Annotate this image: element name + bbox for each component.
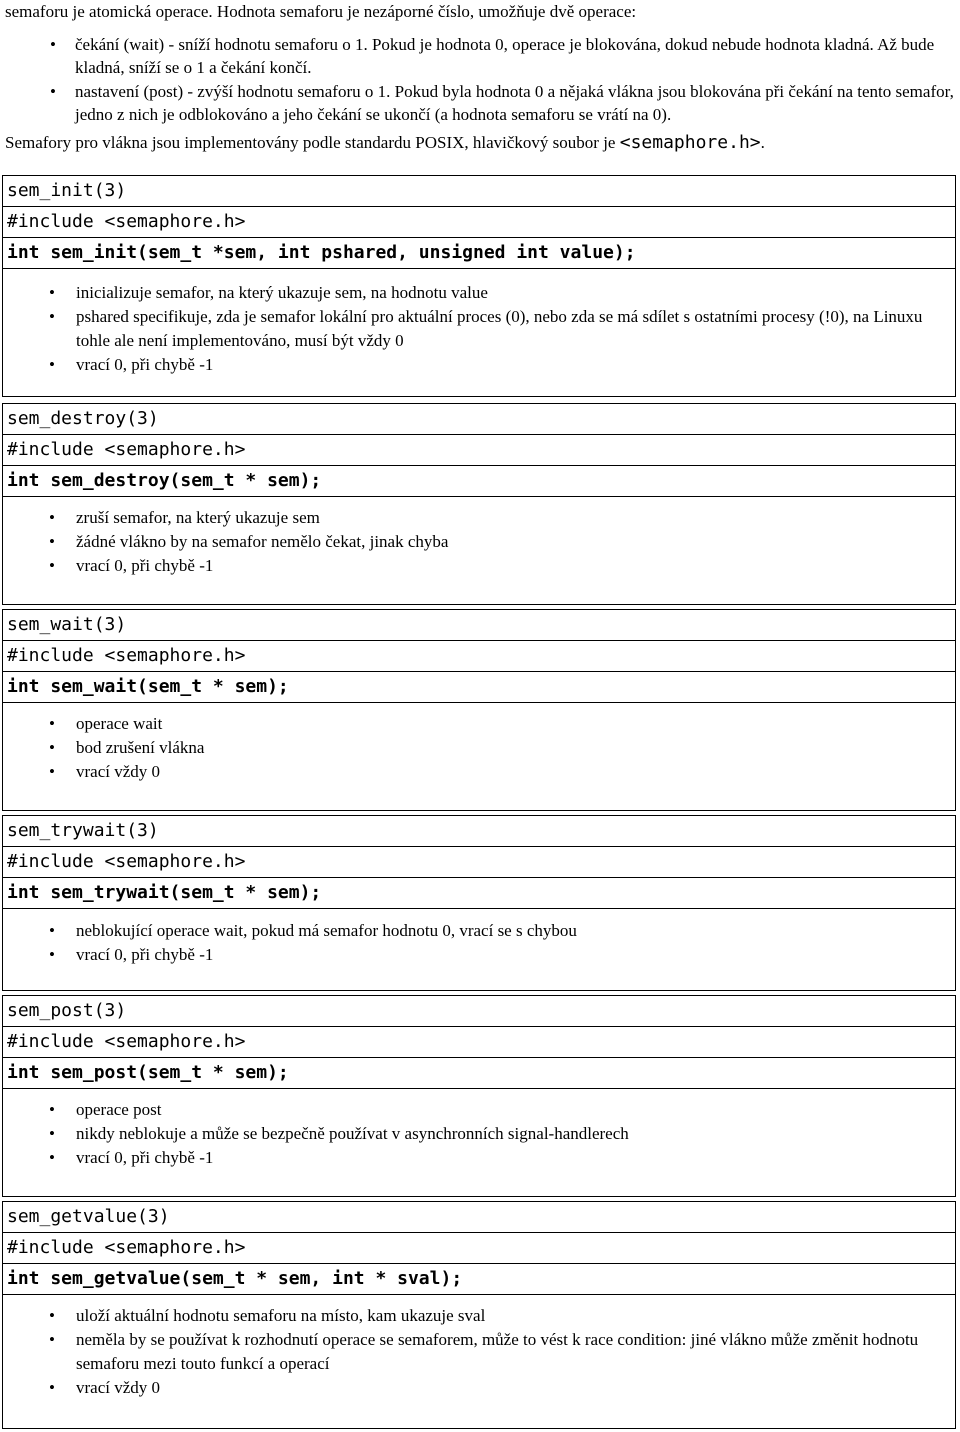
header-file: <semaphore.h> bbox=[619, 131, 761, 153]
function-name: sem_destroy(3) bbox=[3, 404, 955, 435]
posix-end: . bbox=[760, 132, 765, 152]
include-line: #include <semaphore.h> bbox=[3, 847, 955, 878]
list-item: • vrací 0, při chybě -1 bbox=[76, 554, 945, 578]
list-item: • vrací vždy 0 bbox=[76, 1376, 945, 1400]
list-item: • vrací 0, při chybě -1 bbox=[76, 353, 945, 377]
function-signature: int sem_trywait(sem_t * sem); bbox=[3, 878, 955, 909]
function-box-sem-post bbox=[2, 995, 956, 1197]
intro-line: semaforu je atomická operace. Hodnota semaforu je nezáporné číslo, umožňuje dvě operace: bbox=[5, 2, 637, 21]
include-line: #include <semaphore.h> bbox=[3, 1233, 955, 1264]
function-description bbox=[3, 1295, 955, 1400]
list-item: • neblokující operace wait, pokud má semafor hodnotu 0, vrací se s chybou bbox=[76, 919, 945, 943]
operations-list bbox=[5, 33, 955, 127]
function-signature: int sem_wait(sem_t * sem); bbox=[3, 672, 955, 703]
include-line: #include <semaphore.h> bbox=[3, 435, 955, 466]
function-name: sem_getvalue(3) bbox=[3, 1202, 955, 1233]
function-box-sem-trywait bbox=[2, 815, 956, 991]
function-signature: int sem_init(sem_t *sem, int pshared, unsigned int value); bbox=[3, 238, 955, 269]
list-item: • inicializuje semafor, na který ukazuje sem, na hodnotu value bbox=[76, 281, 945, 305]
list-item: • zruší semafor, na který ukazuje sem bbox=[76, 506, 945, 530]
list-item: • pshared specifikuje, zda je semafor lokální pro aktuální proces (0), nebo zda se má sdílet s ostatními procesy (!0), na Linuxu tohle ale není implementováno, musí být vždy 0 bbox=[76, 305, 945, 353]
function-box-sem-destroy bbox=[2, 403, 956, 605]
list-item: • vrací vždy 0 bbox=[76, 760, 945, 784]
function-box-sem-getvalue bbox=[2, 1201, 956, 1429]
function-signature: int sem_getvalue(sem_t * sem, int * sval); bbox=[3, 1264, 955, 1295]
function-name: sem_init(3) bbox=[3, 176, 955, 207]
list-item: • neměla by se používat k rozhodnutí operace se semaforem, může to vést k race condition: jiné vlákno může změnit hodnotu semaforu mezi touto funkcí a operací bbox=[76, 1328, 945, 1376]
function-signature: int sem_destroy(sem_t * sem); bbox=[3, 466, 955, 497]
function-box-sem-wait bbox=[2, 609, 956, 811]
function-name: sem_trywait(3) bbox=[3, 816, 955, 847]
list-item: • vrací 0, při chybě -1 bbox=[76, 943, 945, 967]
function-name: sem_wait(3) bbox=[3, 610, 955, 641]
function-description bbox=[3, 1089, 955, 1170]
list-item: • bod zrušení vlákna bbox=[76, 736, 945, 760]
function-description bbox=[3, 703, 955, 784]
list-item-post: • nastavení (post) - zvýší hodnotu semaforu o 1. Pokud byla hodnota 0 a nějaká vlákna jsou blokována při čekání na tento semafor, jedno z nich je odblokováno a jeho čekání se ukončí (a hodnota semaforu se vrátí na 0). bbox=[75, 80, 955, 127]
intro-section bbox=[5, 0, 955, 154]
function-signature: int sem_post(sem_t * sem); bbox=[3, 1058, 955, 1089]
function-box-sem-init bbox=[2, 175, 956, 397]
list-item: • nikdy neblokuje a může se bezpečně používat v asynchronních signal-handlerech bbox=[76, 1122, 945, 1146]
include-line: #include <semaphore.h> bbox=[3, 641, 955, 672]
list-item: • vrací 0, při chybě -1 bbox=[76, 1146, 945, 1170]
function-description bbox=[3, 269, 955, 377]
list-item: • uloží aktuální hodnotu semaforu na místo, kam ukazuje sval bbox=[76, 1304, 945, 1328]
include-line: #include <semaphore.h> bbox=[3, 1027, 955, 1058]
list-item-wait: • čekání (wait) - sníží hodnotu semaforu o 1. Pokud je hodnota 0, operace je blokována, dokud nebude hodnota kladná. Až bude kladná, sníží se o 1 a čekání končí. bbox=[75, 33, 955, 80]
function-description bbox=[3, 909, 955, 967]
function-description bbox=[3, 497, 955, 578]
function-name: sem_post(3) bbox=[3, 996, 955, 1027]
list-item: • žádné vlákno by na semafor nemělo čekat, jinak chyba bbox=[76, 530, 945, 554]
posix-text: Semafory pro vlákna jsou implementovány podle standardu POSIX, hlavičkový soubor je bbox=[5, 132, 620, 152]
list-item: • operace wait bbox=[76, 712, 945, 736]
posix-note bbox=[5, 131, 955, 155]
include-line: #include <semaphore.h> bbox=[3, 207, 955, 238]
list-item: • operace post bbox=[76, 1098, 945, 1122]
